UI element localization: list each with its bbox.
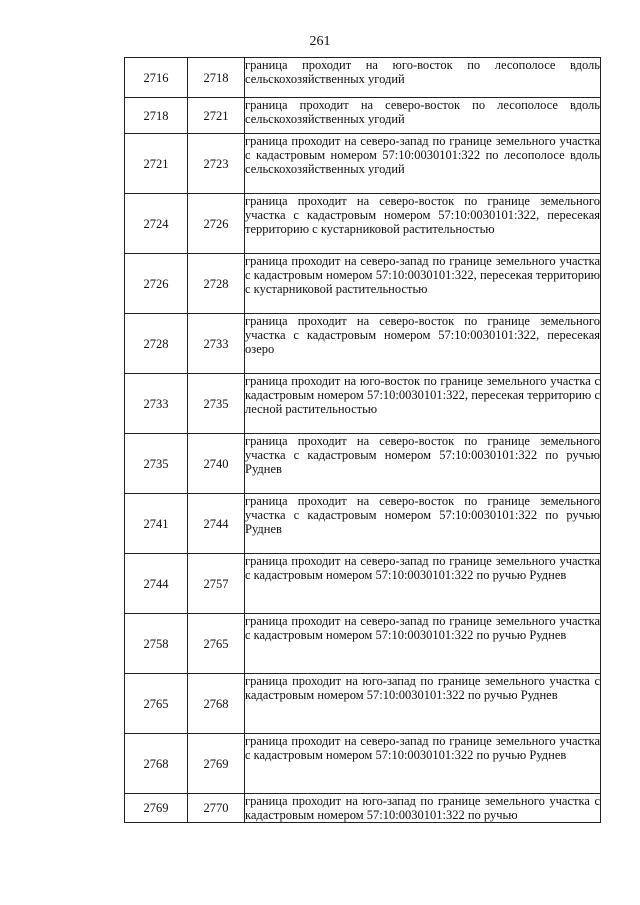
to-point-cell: 2735: [188, 374, 245, 434]
to-point-cell: 2744: [188, 494, 245, 554]
page-number: 261: [309, 34, 331, 49]
description-cell: граница проходит на северо-запад по границе земельного участка с кадастровым номером 57:10:0030101:322 по ручью Руднев: [245, 554, 601, 614]
from-point-cell: 2768: [125, 734, 188, 794]
description-cell: граница проходит на северо-восток по границе земельного участка с кадастровым номером 57:10:0030101:322, пересекая озеро: [245, 314, 601, 374]
table-row: [125, 58, 601, 98]
from-point-cell: 2724: [125, 194, 188, 254]
description-cell: граница проходит на северо-восток по границе земельного участка с кадастровым номером 57:10:0030101:322, пересекая территорию с кустарниковой растительностью: [245, 194, 601, 254]
description-cell: граница проходит на северо-запад по границе земельного участка с кадастровым номером 57:10:0030101:322 по ручью Руднев: [245, 734, 601, 794]
description-cell: граница проходит на северо-восток по границе земельного участка с кадастровым номером 57:10:0030101:322 по ручью Руднев: [245, 494, 601, 554]
to-point-cell: 2718: [188, 58, 245, 98]
from-point-cell: 2721: [125, 134, 188, 194]
from-point-cell: 2728: [125, 314, 188, 374]
to-point-cell: 2728: [188, 254, 245, 314]
description-cell: граница проходит на юго-запад по границе земельного участка с кадастровым номером 57:10:0030101:322 по ручью Руднев: [245, 674, 601, 734]
to-point-cell: 2765: [188, 614, 245, 674]
boundary-table: [124, 57, 601, 823]
table-row: [125, 554, 601, 614]
from-point-cell: 2718: [125, 98, 188, 134]
from-point-cell: 2769: [125, 794, 188, 823]
table-row: [125, 194, 601, 254]
from-point-cell: 2733: [125, 374, 188, 434]
description-cell: граница проходит на северо-запад по границе земельного участка с кадастровым номером 57:10:0030101:322, пересекая территорию с кустарниковой растительностью: [245, 254, 601, 314]
to-point-cell: 2769: [188, 734, 245, 794]
from-point-cell: 2758: [125, 614, 188, 674]
table-row: [125, 494, 601, 554]
table-row: [125, 314, 601, 374]
description-cell: граница проходит на северо-восток по границе земельного участка с кадастровым номером 57:10:0030101:322 по ручью Руднев: [245, 434, 601, 494]
table-row: [125, 434, 601, 494]
table-row: [125, 674, 601, 734]
to-point-cell: 2733: [188, 314, 245, 374]
table-row: [125, 134, 601, 194]
table-row: [125, 98, 601, 134]
from-point-cell: 2741: [125, 494, 188, 554]
description-cell: граница проходит на юго-восток по границе земельного участка с кадастровым номером 57:10:0030101:322, пересекая территорию с лесной растительностью: [245, 374, 601, 434]
description-cell: граница проходит на северо-запад по границе земельного участка с кадастровым номером 57:10:0030101:322 по лесополосе вдоль сельскохозяйственных угодий: [245, 134, 601, 194]
to-point-cell: 2721: [188, 98, 245, 134]
description-cell: граница проходит на северо-запад по границе земельного участка с кадастровым номером 57:10:0030101:322 по ручью Руднев: [245, 614, 601, 674]
description-cell: граница проходит на юго-восток по лесополосе вдоль сельскохозяйственных угодий: [245, 58, 601, 98]
from-point-cell: 2716: [125, 58, 188, 98]
table-row: [125, 254, 601, 314]
to-point-cell: 2726: [188, 194, 245, 254]
from-point-cell: 2735: [125, 434, 188, 494]
to-point-cell: 2768: [188, 674, 245, 734]
to-point-cell: 2757: [188, 554, 245, 614]
table-row: [125, 374, 601, 434]
from-point-cell: 2765: [125, 674, 188, 734]
from-point-cell: 2726: [125, 254, 188, 314]
table-row: [125, 614, 601, 674]
description-cell: граница проходит на юго-запад по границе земельного участка с кадастровым номером 57:10:0030101:322 по ручью: [245, 794, 600, 822]
from-point-cell: 2744: [125, 554, 188, 614]
to-point-cell: 2770: [188, 794, 245, 823]
table-row: [125, 794, 601, 823]
description-cell: граница проходит на северо-восток по лесополосе вдоль сельскохозяйственных угодий: [245, 98, 601, 134]
to-point-cell: 2723: [188, 134, 245, 194]
to-point-cell: 2740: [188, 434, 245, 494]
table-row: [125, 734, 601, 794]
